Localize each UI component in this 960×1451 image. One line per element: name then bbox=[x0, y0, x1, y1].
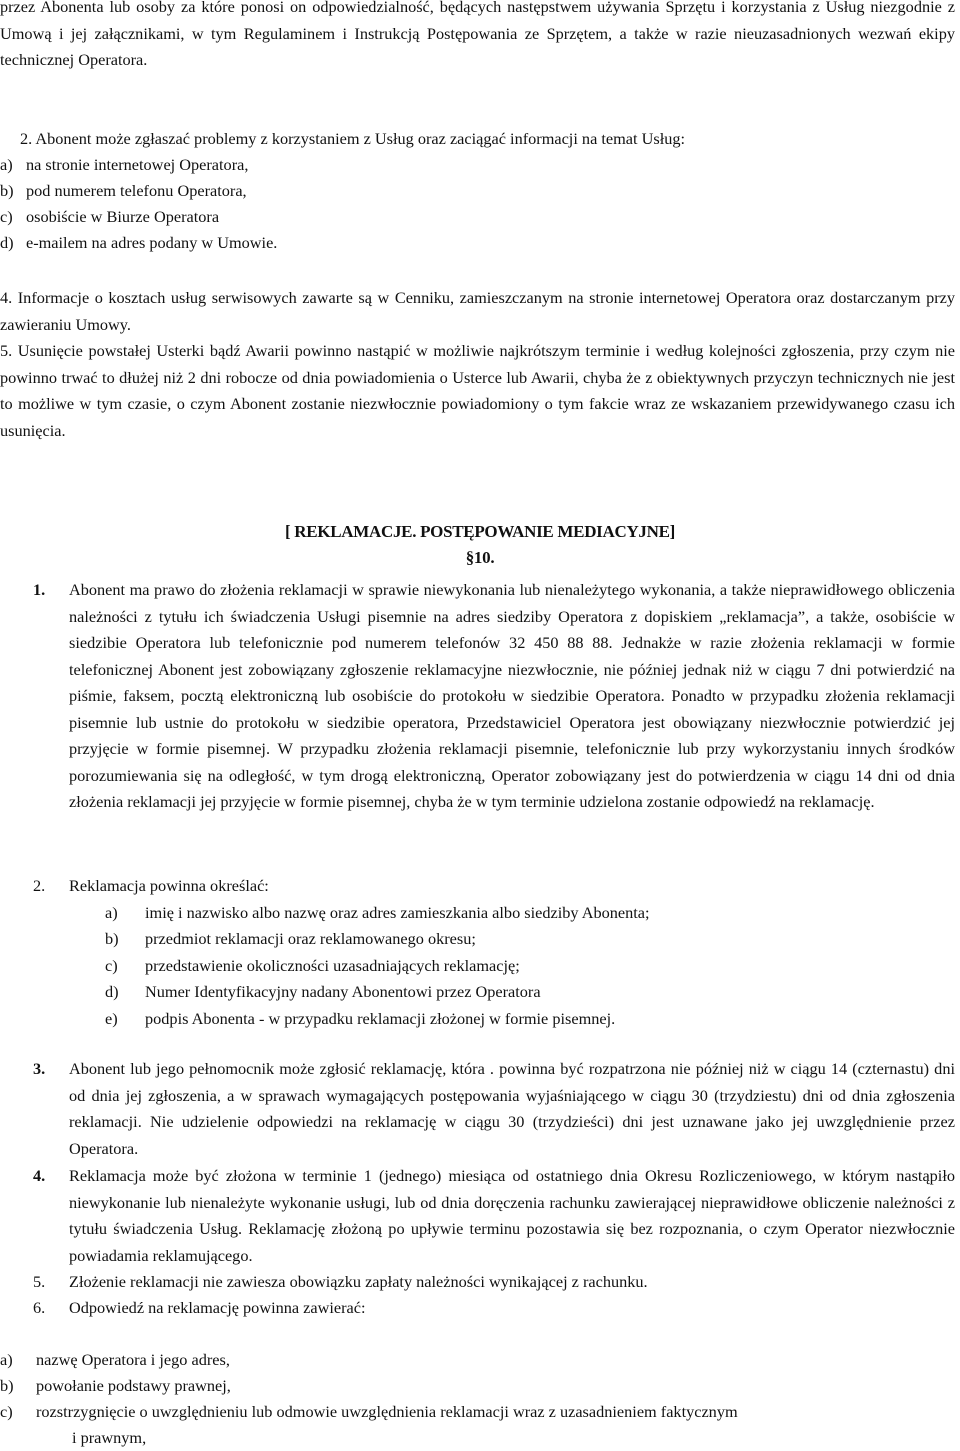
sec10-p3-number: 3. bbox=[33, 1059, 46, 1078]
sec10-p5-number: 5. bbox=[33, 1272, 46, 1291]
sec10-p1-number: 1. bbox=[33, 580, 46, 599]
item-mark: c) bbox=[0, 207, 13, 226]
item-mark: a) bbox=[105, 903, 118, 922]
sec10-p6-number: 6. bbox=[33, 1298, 46, 1317]
sec9-p2-item-b bbox=[0, 178, 247, 204]
sec10-p4-number: 4. bbox=[33, 1166, 46, 1185]
sec9-p2-item-a bbox=[0, 152, 248, 178]
item-mark: e) bbox=[105, 1009, 118, 1028]
sec9-p4: 4. Informacje o kosztach usług serwisowych zawarte są w Cenniku, zamieszczanym na stronie internetowej Operatora oraz dostarczanym przy zawieraniu Umowy. bbox=[0, 288, 955, 334]
intro-paragraph: przez Abonenta lub osoby za które ponosi on odpowiedzialność, będących następstwem używania Sprzętu i korzystania z Usług niezgodnie z Umową i jej załącznikami, w tym Regulaminem i Instrukcją Postępowania ze Sprzętem, a także w razie nieuzasadnionych wezwań ekipy technicznej Operatora. bbox=[0, 0, 955, 69]
sec10-p2-item-e bbox=[105, 1006, 615, 1032]
item-mark: d) bbox=[105, 982, 119, 1001]
item-mark: c) bbox=[105, 956, 118, 975]
item-mark: c) bbox=[0, 1402, 13, 1421]
item-mark: b) bbox=[0, 181, 14, 200]
item-text: imię i nazwisko albo nazwę oraz adres zamieszkania albo siedziby Abonenta; bbox=[145, 903, 650, 922]
item-text: na stronie internetowej Operatora, bbox=[26, 155, 249, 174]
sec10-p6-item-c-continuation: i prawnym, bbox=[72, 1428, 147, 1447]
sec10-p6-item-a bbox=[0, 1347, 230, 1373]
section-heading: [ REKLAMACJE. POSTĘPOWANIE MEDIACYJNE] bbox=[284, 522, 675, 541]
sec9-p2-intro: 2. Abonent może zgłaszać problemy z korzystaniem z Usług oraz zaciągać informacji na temat Usług: bbox=[20, 129, 686, 148]
item-text: powołanie podstawy prawnej, bbox=[36, 1376, 231, 1395]
item-mark: a) bbox=[0, 155, 13, 174]
sec9-p5: 5. Usunięcie powstałej Usterki bądź Awarii powinno nastąpić w możliwie najkrótszym terminie i według kolejności zgłoszenia, przy czym nie powinno trwać to dłużej niż 2 dni robocze od dnia powiadomienia o Usterce lub Awarii, chyba że z obiektywnych przyczyn technicznych nie jest to możliwe w tym czasie, o czym Abonent zostanie niezwłocznie powiadomiony o tym fakcie wraz ze wskazaniem przewidywanego czasu ich usunięcia. bbox=[0, 341, 955, 440]
sec10-p6-item-c bbox=[0, 1399, 738, 1425]
sec10-p4: Reklamacja może być złożona w terminie 1 (jednego) miesiąca od ostatniego dnia Okresu Rozliczeniowego, w którym nastąpiło niewykonanie lub nienależyte wykonanie usługi, lub od dnia doręczenia rachunku zawierającej nieprawidłowe obliczenie należności z tytułu świadczenia Usług. Reklamację złożoną po upływie terminu pozostawia się bez rozpoznania, o czym Operator niezwłocznie powiadamia reklamującego. bbox=[69, 1166, 955, 1265]
item-text: podpis Abonenta - w przypadku reklamacji złożonej w formie pisemnej. bbox=[145, 1009, 616, 1028]
sec9-p2-item-c bbox=[0, 204, 219, 230]
sec10-p6: Odpowiedź na reklamację powinna zawierać: bbox=[69, 1298, 366, 1317]
item-text: przedstawienie okoliczności uzasadniających reklamację; bbox=[145, 956, 520, 975]
section-number: §10. bbox=[465, 548, 495, 567]
sec10-p5: Złożenie reklamacji nie zawiesza obowiązku zapłaty należności wynikającej z rachunku. bbox=[69, 1272, 648, 1291]
item-mark: d) bbox=[0, 233, 14, 252]
sec10-p2-item-b bbox=[105, 926, 476, 952]
sec10-p2: Reklamacja powinna określać: bbox=[69, 876, 269, 895]
item-mark: b) bbox=[105, 929, 119, 948]
item-mark: b) bbox=[0, 1376, 14, 1395]
sec10-p2-item-c bbox=[105, 953, 520, 979]
sec10-p2-item-a bbox=[105, 900, 650, 926]
item-text: e-mailem na adres podany w Umowie. bbox=[26, 233, 278, 252]
sec10-p6-item-b bbox=[0, 1373, 231, 1399]
sec10-p2-item-d bbox=[105, 979, 541, 1005]
sec10-p1: Abonent ma prawo do złożenia reklamacji w sprawie niewykonania lub nienależytego wykonania, a także nieprawidłowego obliczenia należności z tytułu ich świadczenia Usługi pisemnie na adres siedziby Operatora z dopiskiem „reklamacja”, a także, osobiście w siedzibie Operatora lub telefonicznie pod numerem telefonów 32 450 88 88. Jednakże w razie złożenia reklamacji w formie telefonicznej Abonent jest zobowiązany zgłoszenie reklamacyjne niezwłocznie, nie później jednak niż w ciągu 7 dni potwierdzić na piśmie, faksem, pocztą elektroniczną lub osobiście do protokołu w siedzibie Operatora. Ponadto w przypadku złożenia reklamacji pisemnie lub ustnie do protokołu w siedzibie operatora, Przedstawiciel Operatora jest obowiązany niezwłocznie potwierdzić jej przyjęcie w formie pisemnej. W przypadku złożenia reklamacji pisemnie, telefonicznie lub przy wykorzystaniu innych środków porozumiewania się na odległość, w tym drogą elektroniczną, Operator zobowiązany jest do potwierdzenia w ciągu 14 dni od dnia złożenia reklamacji jej przyjęcie w formie pisemnej, chyba że w tym terminie udzielona zostanie odpowiedź na reklamację. bbox=[69, 580, 955, 811]
item-text: pod numerem telefonu Operatora, bbox=[26, 181, 247, 200]
item-text: rozstrzygnięcie o uwzględnieniu lub odmowie uwzględnienia reklamacji wraz z uzasadnieniem faktycznym bbox=[36, 1402, 738, 1421]
sec9-p2-item-d bbox=[0, 230, 277, 256]
item-text: przedmiot reklamacji oraz reklamowanego okresu; bbox=[145, 929, 476, 948]
sec10-p2-number: 2. bbox=[33, 876, 46, 895]
item-text: Numer Identyfikacyjny nadany Abonentowi przez Operatora bbox=[145, 982, 541, 1001]
item-text: nazwę Operatora i jego adres, bbox=[36, 1350, 230, 1369]
sec10-p3: Abonent lub jego pełnomocnik może zgłosić reklamację, która . powinna być rozpatrzona nie później niż w ciągu 14 (czternastu) dni od dnia jej zgłoszenia, a w sprawach wymagających postępowania wyjaśniającego w ciągu 30 (trzydziestu) dni od dnia zgłoszenia reklamacji. Nie udzielenie odpowiedzi na reklamację w ciągu 30 (trzydzieści) dni jest uznawane jako jej uwzględnienie przez Operatora. bbox=[69, 1059, 955, 1158]
item-mark: a) bbox=[0, 1350, 13, 1369]
item-text: osobiście w Biurze Operatora bbox=[26, 207, 220, 226]
